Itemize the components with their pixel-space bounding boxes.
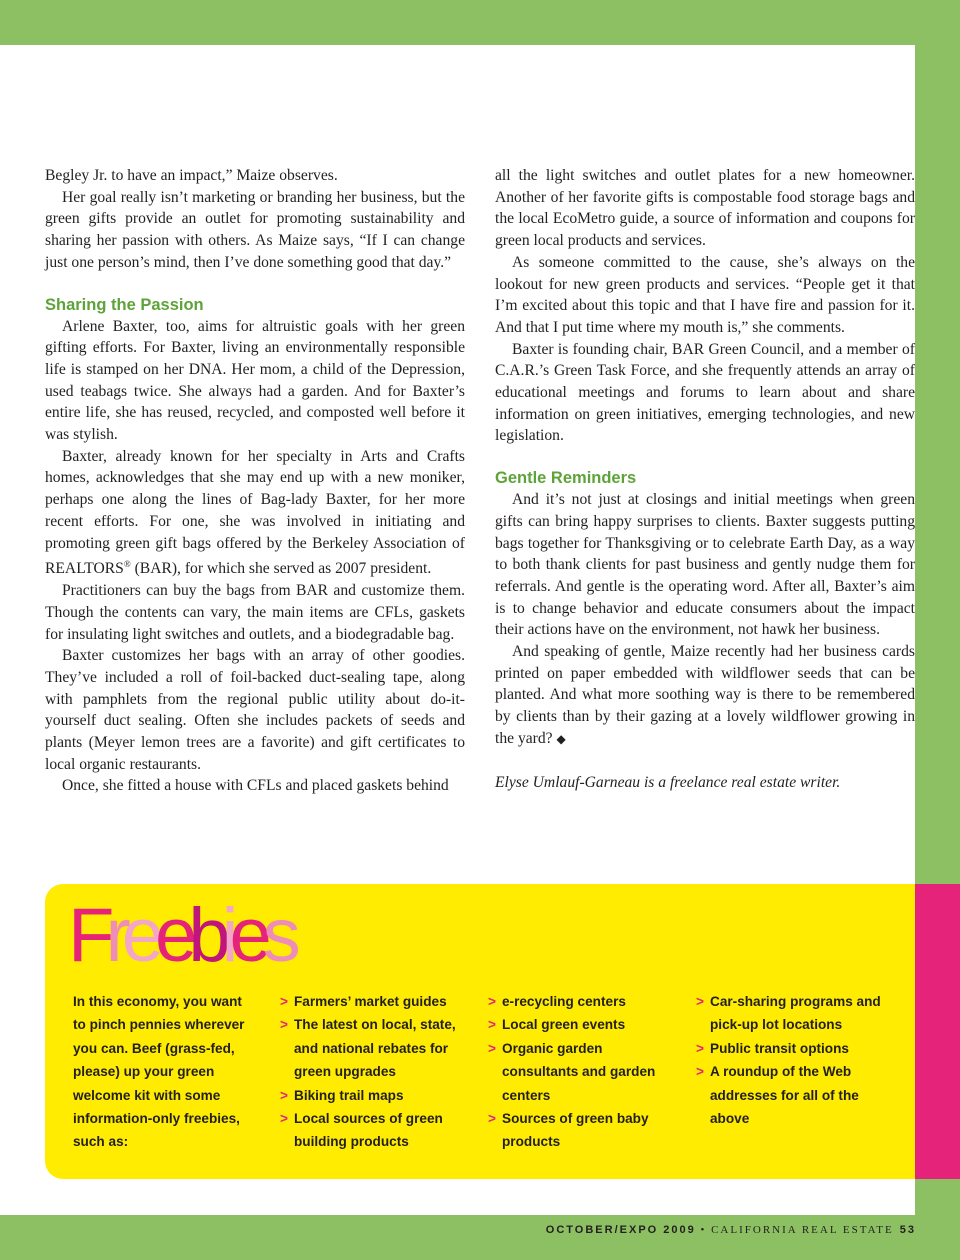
freebie-item-text: Local green events xyxy=(502,1017,626,1033)
section-heading: Gentle Reminders xyxy=(495,469,637,488)
arrow-bullet-icon: > xyxy=(696,1040,704,1056)
arrow-bullet-icon: > xyxy=(488,1111,496,1127)
paragraph: Her goal really isn’t marketing or branding her business, but the green gifts provide an outlet for promoting sustainability and sharing her passion with others. As Maize says, “If I can change just one person’s mind, then I’ve done something good that day.” xyxy=(45,188,465,271)
paragraph: Arlene Baxter, too, aims for altruistic goals with her green gifting efforts. For Baxter, living an environmentally responsible life is stamped on her DNA. Her mom, a child of the Depression, used teabags twice. She always had a garden. And for Baxter’s entire life, she has reused, recycled, and composted well before it was stylish. xyxy=(45,317,465,444)
freebies-intro: In this economy, you want to pinch pennies wherever you can. Beef (grass-fed, please) up your green welcome kit with some information-only freebies, such as: xyxy=(73,994,245,1150)
paragraph: Baxter customizes her bags with an array of other goodies. They’ve included a roll of foil-backed duct-sealing tape, along with pamphlets from the regional public utility about do-it-yourself duct sealing. Often she includes packets of seeds and plants (Meyer lemon trees are a favorite) and gift certificates to local organic restaurants. xyxy=(45,647,465,773)
arrow-bullet-icon: > xyxy=(280,1111,288,1127)
freebie-item-text: Car-sharing programs and pick-up lot locations xyxy=(710,994,881,1033)
freebie-item-text: Local sources of green building products xyxy=(294,1111,443,1150)
title-letter: e xyxy=(229,893,263,978)
arrow-bullet-icon: > xyxy=(696,1064,704,1080)
arrow-bullet-icon: > xyxy=(280,1087,288,1103)
paragraph: As someone committed to the cause, she’s always on the lookout for new green products and services. “People get it that I’m excited about this topic and that I have fire and passion for it. And that I put time where my mouth is,” she comments. xyxy=(495,253,915,336)
page-footer xyxy=(0,1224,916,1236)
paragraph-text: And speaking of gentle, Maize recently had her business cards printed on paper embedded with wildflower seeds that can be planted. And what more soothing way is there to be remembered by clients than by their gazing at a lovely wildflower growing in the yard? xyxy=(495,643,915,747)
arrow-bullet-icon: > xyxy=(488,1017,496,1033)
paragraph: Once, she fitted a house with CFLs and placed gaskets behind xyxy=(62,777,449,795)
arrow-bullet-icon: > xyxy=(696,994,704,1009)
arrow-bullet-icon: > xyxy=(488,1040,496,1056)
freebie-item xyxy=(696,1060,886,1130)
title-letter: e xyxy=(121,893,156,978)
title-letter: i xyxy=(221,893,230,978)
freebies-list-3 xyxy=(696,990,886,1130)
freebie-item-text: Sources of green baby products xyxy=(502,1111,649,1150)
title-letter: b xyxy=(188,893,222,978)
title-letter: s xyxy=(262,893,292,978)
left-column xyxy=(45,165,465,797)
right-column xyxy=(495,165,915,794)
paragraph: all the light switches and outlet plates for a new homeowner. Another of her favorite gifts is compostable food storage bags and the local EcoMetro guide, a source of information and coupons for green local products and services. xyxy=(495,167,915,250)
freebie-item xyxy=(488,990,673,1013)
freebie-item xyxy=(280,1013,465,1083)
arrow-bullet-icon: > xyxy=(280,994,288,1009)
title-letter: F xyxy=(68,893,106,978)
paragraph: Begley Jr. to have an impact,” Maize observes. xyxy=(45,167,338,184)
author-byline: Elyse Umlauf-Garneau is a freelance real estate writer. xyxy=(495,774,841,792)
arrow-bullet-icon: > xyxy=(280,1017,288,1033)
freebie-item-text: e-recycling centers xyxy=(502,994,626,1009)
freebie-item xyxy=(280,990,465,1013)
title-letter: e xyxy=(155,893,189,978)
footer-separator: • xyxy=(695,1224,712,1236)
registered-mark: ® xyxy=(123,559,131,570)
freebie-item xyxy=(488,1037,673,1107)
paragraph xyxy=(45,446,465,580)
freebie-item xyxy=(696,1037,886,1060)
freebie-item-text: The latest on local, state, and national rebates for green upgrades xyxy=(294,1017,456,1080)
freebie-item xyxy=(696,990,886,1037)
section-heading: Sharing the Passion xyxy=(45,295,204,314)
freebie-item-text: A roundup of the Web addresses for all of the above xyxy=(710,1064,859,1127)
magazine-name: CALIFORNIA REAL ESTATE xyxy=(711,1224,894,1236)
freebie-item-text: Farmers’ market guides xyxy=(294,994,447,1009)
freebie-item xyxy=(280,1084,465,1107)
paragraph-text: Baxter, already known for her specialty in Arts and Crafts homes, acknowledges that she may end up with a new moniker, perhaps one along the lines of Bag-lady Baxter, for her more recent efforts. For one, she was involved in initiating and promoting green gift bags offered by the Berkeley Association of REALTORS xyxy=(45,447,465,578)
paragraph-text: (BAR), for which she served as 2007 president. xyxy=(130,560,432,578)
freebies-list-2 xyxy=(488,990,673,1154)
paragraph: Baxter is founding chair, BAR Green Council, and a member of C.A.R.’s Green Task Force, and she frequently attends an array of educational meetings and forums to learn about and share information on green initiatives, emerging technologies, and new legislation. xyxy=(495,340,915,445)
issue-label: OCTOBER/EXPO 2009 xyxy=(545,1224,696,1236)
freebie-item-text: Public transit options xyxy=(710,1040,849,1056)
paragraph: And it’s not just at closings and initial meetings when green gifts can bring happy surprises to clients. Baxter suggests putting bags together for Thanksgiving or to celebrate Earth Day, as a way to both thank clients for past business and gently nudge them for referrals. And gentle is the operating word. After all, Baxter’s aim is to change behavior and educate consumers about the impact their actions have on the environment, not hawk her business. xyxy=(495,491,915,639)
freebie-item-text: Organic garden consultants and garden centers xyxy=(502,1040,656,1103)
freebie-item xyxy=(488,1107,673,1154)
diamond-end-icon: ◆ xyxy=(556,731,566,746)
arrow-bullet-icon: > xyxy=(488,994,496,1009)
page-number: 53 xyxy=(899,1224,916,1236)
freebie-item xyxy=(488,1013,673,1036)
paragraph: Practitioners can buy the bags from BAR and customize them. Though the contents can vary, the main items are CFLs, gaskets for insulating light switches and outlets, and a biodegradable bag. xyxy=(45,582,465,643)
freebies-list-1 xyxy=(280,990,465,1154)
title-letter: r xyxy=(105,893,122,978)
pink-strip xyxy=(915,884,960,1179)
freebie-item-text: Biking trail maps xyxy=(294,1087,404,1103)
freebies-title xyxy=(68,893,292,978)
paragraph xyxy=(495,641,915,751)
freebie-item xyxy=(280,1107,465,1154)
